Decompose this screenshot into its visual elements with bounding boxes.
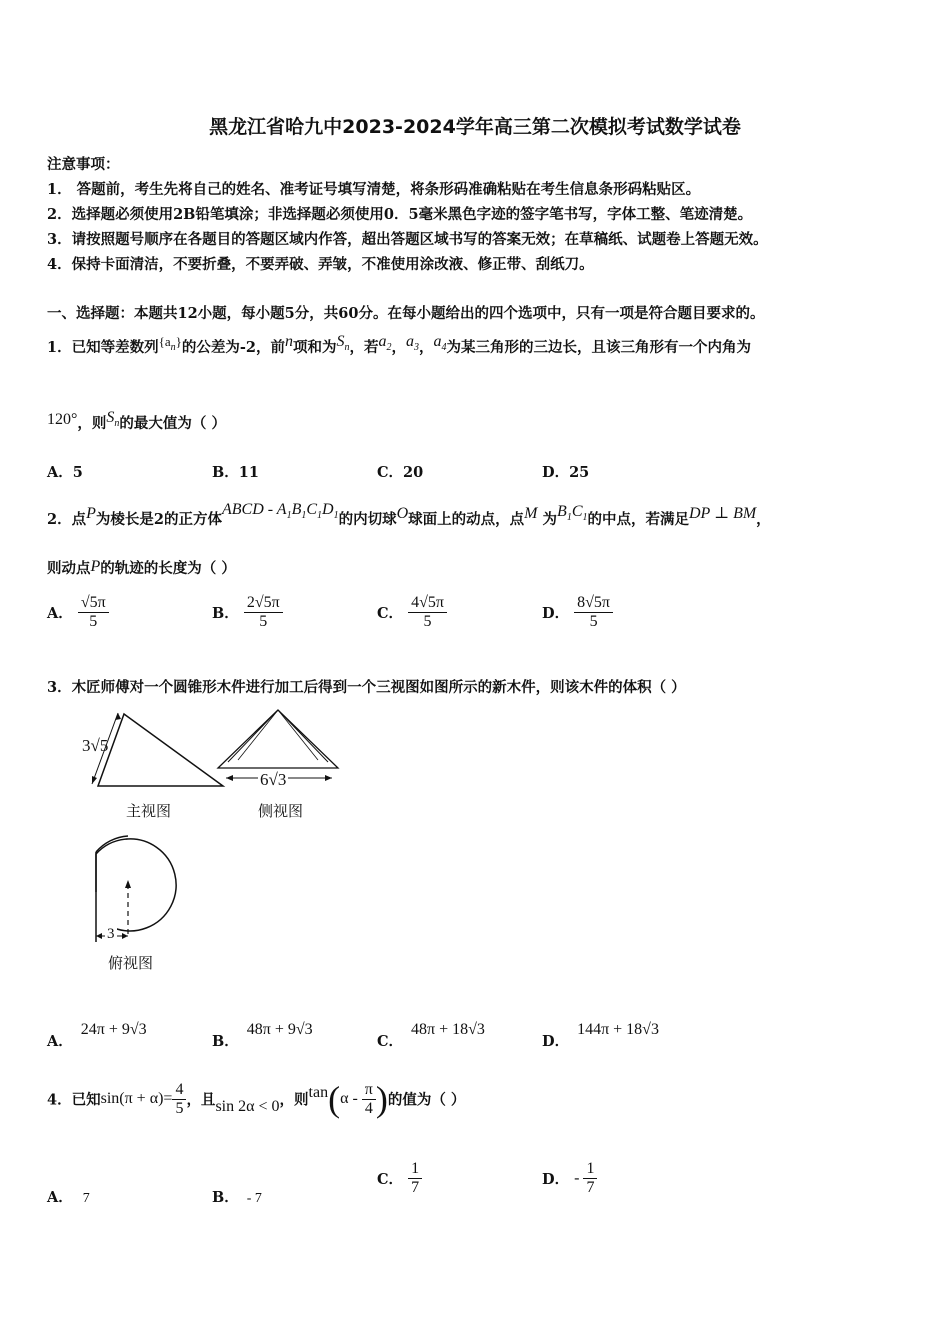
section-heading: 一、选择题：本题共12小题，每小题5分，共60分。在每小题给出的四个选项中，只有一项是符合题目要求的。 bbox=[47, 305, 765, 322]
notice-item: 3．请按照题号顺序在各题目的答题区域内作答，超出答题区域书写的答案无效；在草稿纸、试题卷上答题无效。 bbox=[47, 231, 768, 248]
option-c[interactable]: C． $\frac{1}{7}$ bbox=[377, 1160, 422, 1197]
option-b[interactable]: B． $\frac{2√5\pi}{5}$ bbox=[212, 594, 283, 631]
option-c[interactable]: C． $\frac{4√5\pi}{5}$ bbox=[377, 594, 447, 631]
question-2-line2: 则动点P的轨迹的长度为（ ） bbox=[47, 558, 236, 577]
notice-item: 1． 答题前，考生先将自己的姓名、准考证号填写清楚，将条形码准确粘贴在考生信息条形码粘贴区。 bbox=[47, 181, 701, 198]
option-b[interactable]: B．11 bbox=[212, 464, 259, 481]
notice-heading: 注意事项： bbox=[47, 156, 120, 173]
side-view-dimension: 6√3 bbox=[260, 770, 287, 789]
option-a[interactable]: A．24π + 9√3 bbox=[47, 1021, 147, 1050]
page-title: 黑龙江省哈九中2023-2024学年高三第二次模拟考试数学试卷 bbox=[209, 116, 741, 138]
option-d[interactable]: D．25 bbox=[542, 464, 590, 481]
option-d[interactable]: D． $\frac{8√5\pi}{5}$ bbox=[542, 594, 613, 631]
front-view-label: 主视图 bbox=[126, 802, 172, 820]
option-d[interactable]: D． - $\frac{1}{7}$ bbox=[542, 1160, 597, 1197]
top-view-figure bbox=[88, 830, 188, 948]
question-2-line1: 2．点P为棱长是2的正方体ABCD - $A_1B_1C_1D_1$的内切球O球面上的动点，点M 为$B_1C_1$的中点，若满足DP ⊥ BM， bbox=[47, 501, 771, 528]
option-a[interactable]: A．5 bbox=[47, 464, 83, 481]
question-3-text: 3．木匠师傅对一个圆锥形木件进行加工后得到一个三视图如图所示的新木件，则该木件的体积（ ） bbox=[47, 679, 686, 696]
option-c[interactable]: C．20 bbox=[377, 464, 424, 481]
notice-item: 2．选择题必须使用2B铅笔填涂；非选择题必须使用0．5毫米黑色字迹的签字笔书写，字体工整、笔迹清楚。 bbox=[47, 206, 753, 223]
top-view-label: 俯视图 bbox=[108, 954, 154, 972]
question-1-line1: 1．已知等差数列$\{a_n\}$的公差为-2，前n项和为$S_n$，若$a_2$，$a_3$，$a_4$为某三角形的三边长，且该三角形有一个内角为 bbox=[47, 333, 751, 356]
option-b[interactable]: B．48π + 9√3 bbox=[212, 1021, 313, 1050]
option-c[interactable]: C．48π + 18√3 bbox=[377, 1021, 485, 1050]
option-b[interactable]: B． - 7 bbox=[212, 1189, 262, 1206]
side-view-label: 侧视图 bbox=[258, 802, 304, 820]
option-d[interactable]: D．144π + 18√3 bbox=[542, 1021, 659, 1050]
question-1-line2: 120°，则$S_n$的最大值为（ ） bbox=[47, 409, 226, 432]
question-4-text: 4．已知sin(π + α)= $\frac{4}{5}$ ，且sin 2α < 0，则tan(α - $\frac{\pi}{4}$ )的值为（ ） bbox=[47, 1079, 466, 1119]
top-view-dimension: 3 bbox=[107, 926, 115, 942]
option-a[interactable]: A． $\frac{√5\pi}{5}$ bbox=[47, 594, 109, 631]
front-view-dimension: 3√5 bbox=[82, 736, 109, 755]
option-a[interactable]: A． 7 bbox=[47, 1189, 90, 1206]
notice-item: 4．保持卡面清洁，不要折叠，不要弄破、弄皱，不准使用涂改液、修正带、刮纸刀。 bbox=[47, 256, 594, 273]
